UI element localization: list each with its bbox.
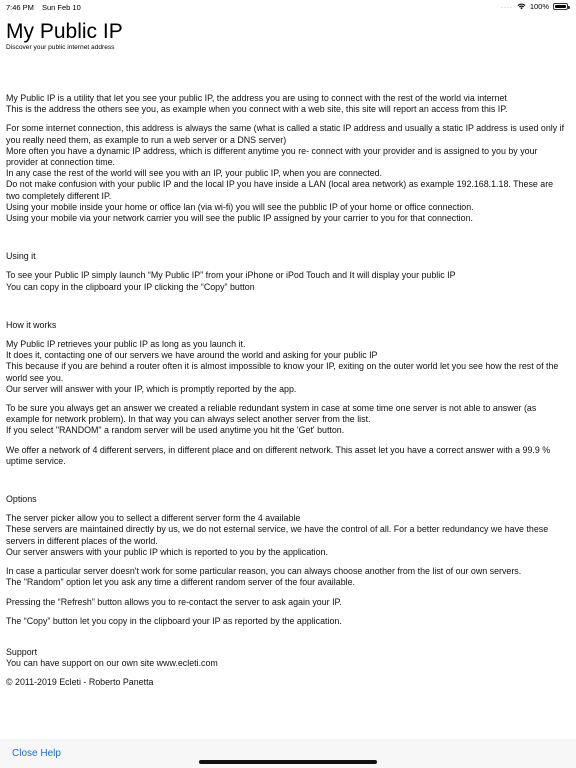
using-line-2: You can copy in the clipboard your IP clicking the “Copy” button	[6, 281, 255, 292]
options-refresh-paragraph: Pressing the “Refresh” button allows you to re-contact the server to ask again your IP.	[6, 596, 342, 607]
details-line-4: Do not make confusion with your public IP and the local IP you have inside a LAN (local area network) as example 192.168.1.18. These are two completely different IP.	[6, 179, 554, 201]
copyright: © 2011-2019 Ecleti - Roberto Panetta	[6, 677, 154, 688]
status-bar	[0, 0, 576, 14]
how-network-paragraph: We offer a network of 4 different servers, in different place and on different network. This asset let you have a correct answer with a 99.9 % uptime service.	[6, 444, 551, 466]
close-help-button[interactable]: Close Help	[12, 748, 61, 759]
how-line-1: My Public IP retrieves your public IP as long as you launch it.	[6, 339, 246, 350]
options-line-3: Our server answers with your public IP which is reported to you by the application.	[6, 546, 328, 557]
section-heading-options: Options	[6, 494, 37, 505]
status-time: 7:46 PM	[6, 3, 34, 12]
battery-percent: 100%	[529, 2, 549, 11]
details-line-3: In any case the rest of the world will see you with an IP, your public IP, when you are connected.	[6, 168, 383, 179]
details-line-6: Using your mobile via your network carrier you will see the public IP assigned by your carrier to you for that connection.	[6, 213, 473, 224]
how-line-3: This because if you are behind a router often it is almost impossible to know your IP, exiting on the outer world let you see how the rest of the world see you.	[6, 361, 559, 383]
options-line-2: These servers are maintained directly by us, we do not esternal service, we have the control of all. For a better redundancy we have these servers in different places of the world.	[6, 524, 549, 546]
status-date: Sun Feb 10	[42, 3, 81, 12]
details-line-1: For some internet connection, this address is always the same (what is called a static IP address and usually a static IP address is used only if you really need them, as example to run a web server or a DNS server)	[6, 123, 565, 145]
help-content	[6, 93, 568, 689]
wifi-icon	[517, 3, 526, 10]
status-indicators	[501, 2, 568, 11]
details-line-2: More often you have a dynamic IP address, which is different anytime you re- connect with your provider and is assigned to you by your provider at connection time.	[6, 145, 538, 168]
page-subtitle: Discover your public internet address	[6, 44, 115, 51]
how-line-4: Our server will answer with your IP, which is promptly reported by the app.	[6, 383, 297, 394]
how-redundancy-line-1: To be sure you always get an answer we created a reliable redundant system in case at some time one server is not able to answer (as example for network problem). In that way you can always select another server from the list.	[6, 403, 537, 425]
intro-line-1: My Public IP is a utility that let you see your public IP, the address you are using to connect with the rest of the world via internet	[6, 93, 507, 103]
page-title: My Public IP	[6, 20, 123, 43]
options-line-1: The server picker allow you to sellect a different server form the 4 available	[6, 513, 301, 524]
options-random-line-1: In case a particular server doesn't work for some particular reason, you can always choose another from the list of our own servers.	[6, 566, 522, 577]
support-text: You can have support on our own site www.ecleti.com	[6, 658, 218, 669]
details-line-5: Using your mobile inside your home or office lan (via wi-fi) you will see the pubblic IP of your home or office connection.	[6, 201, 474, 212]
battery-icon	[553, 3, 568, 10]
section-heading-using: Using it	[6, 251, 36, 262]
section-heading-support: Support	[6, 646, 38, 657]
status-dots: ....	[501, 3, 513, 10]
header	[6, 20, 123, 51]
intro-line-2: This is the address the others see you, as example when you connect with a web site, this site will report an access from this IP.	[6, 104, 508, 115]
options-random-line-2: The "Random" option let you ask any time a different random server of the four available.	[6, 577, 355, 588]
how-redundancy-line-2: If you select "RANDOM" a random server will be used anytime you hit the 'Get' button.	[6, 425, 345, 436]
home-indicator[interactable]	[199, 760, 377, 764]
options-copy-paragraph: The “Copy” button let you copy in the clipboard your IP as reported by the application.	[6, 615, 342, 626]
section-heading-how: How it works	[6, 319, 57, 330]
how-line-2: It does it, contacting one of our servers we have around the world and asking for your public IP	[6, 350, 378, 361]
battery-fill	[555, 5, 566, 8]
using-line-1: To see your Public IP simply launch “My Public IP” from your iPhone or iPod Touch and It will display your public IP	[6, 270, 456, 281]
